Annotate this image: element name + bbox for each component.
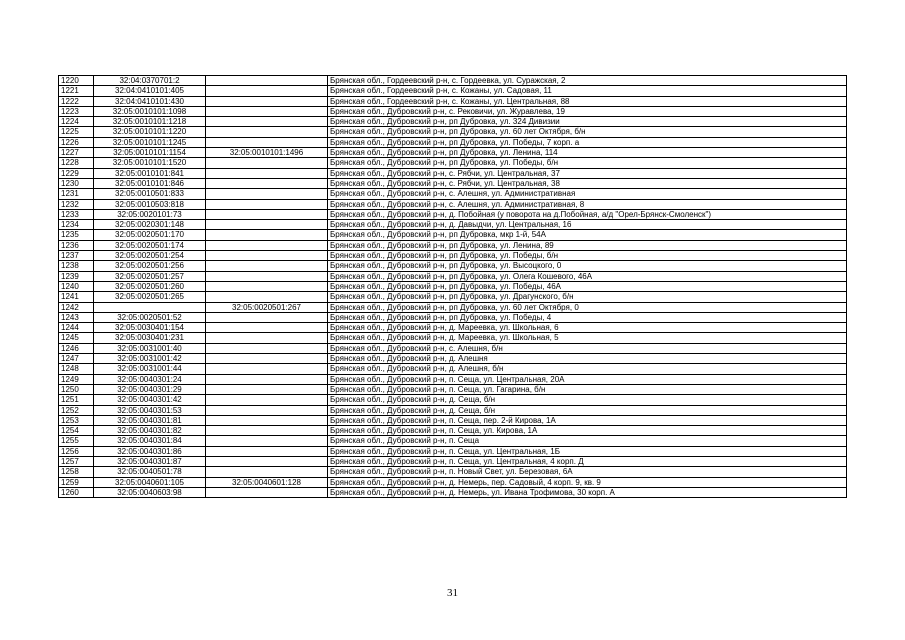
row-number-cell: 1259: [59, 477, 94, 487]
row-number-cell: 1256: [59, 446, 94, 456]
related-cadastral-number-cell: [206, 446, 328, 456]
cadastral-number-cell: [94, 302, 206, 312]
cadastral-number-cell: 32:05:0020501:170: [94, 230, 206, 240]
table-row: [59, 302, 847, 312]
address-cell: Брянская обл., Дубровский р-н, с. Алешня, ул. Административная: [328, 189, 847, 199]
related-cadastral-number-cell: [206, 106, 328, 116]
table-row: [59, 467, 847, 477]
related-cadastral-number-cell: [206, 240, 328, 250]
address-cell: Брянская обл., Дубровский р-н, с. Рековичи, ул. Журавлева, 19: [328, 106, 847, 116]
cadastral-number-cell: 32:05:0010101:1154: [94, 148, 206, 158]
cadastral-number-cell: 32:05:0040603:98: [94, 487, 206, 497]
address-cell: Брянская обл., Дубровский р-н, п. Сеща, ул. Кирова, 1А: [328, 426, 847, 436]
related-cadastral-number-cell: [206, 395, 328, 405]
row-number-cell: 1233: [59, 209, 94, 219]
row-number-cell: 1257: [59, 456, 94, 466]
table-row: [59, 137, 847, 147]
table-row: [59, 292, 847, 302]
row-number-cell: 1255: [59, 436, 94, 446]
table-row: [59, 240, 847, 250]
address-cell: Брянская обл., Дубровский р-н, п. Сеща, ул. Гагарина, б/н: [328, 384, 847, 394]
row-number-cell: 1231: [59, 189, 94, 199]
row-number-cell: 1241: [59, 292, 94, 302]
cadastral-number-cell: 32:05:0010101:841: [94, 168, 206, 178]
table-row: [59, 199, 847, 209]
table-row: [59, 86, 847, 96]
table-row: [59, 446, 847, 456]
address-cell: Брянская обл., Дубровский р-н, рп Дубровка, мкр 1-й, 54А: [328, 230, 847, 240]
row-number-cell: 1228: [59, 158, 94, 168]
table-row: [59, 354, 847, 364]
address-cell: Брянская обл., Дубровский р-н, рп Дубровка, ул. Высоцкого, 0: [328, 261, 847, 271]
row-number-cell: 1250: [59, 384, 94, 394]
table-row: [59, 405, 847, 415]
related-cadastral-number-cell: [206, 117, 328, 127]
cadastral-number-cell: 32:05:0040301:53: [94, 405, 206, 415]
address-cell: Брянская обл., Дубровский р-н, п. Сеща, ул. Центральная, 1Б: [328, 446, 847, 456]
row-number-cell: 1224: [59, 117, 94, 127]
row-number-cell: 1229: [59, 168, 94, 178]
row-number-cell: 1220: [59, 76, 94, 86]
cadastral-number-cell: 32:05:0040301:42: [94, 395, 206, 405]
cadastral-number-cell: 32:05:0020501:265: [94, 292, 206, 302]
address-cell: Брянская обл., Дубровский р-н, д. Сеща, б/н: [328, 395, 847, 405]
cadastral-number-cell: 32:05:0031001:40: [94, 343, 206, 353]
cadastral-number-cell: 32:05:0040601:105: [94, 477, 206, 487]
related-cadastral-number-cell: [206, 230, 328, 240]
table-row: [59, 261, 847, 271]
related-cadastral-number-cell: [206, 127, 328, 137]
table-row: [59, 158, 847, 168]
table-row: [59, 96, 847, 106]
address-cell: Брянская обл., Дубровский р-н, рп Дубровка, ул. Победы, 4: [328, 312, 847, 322]
row-number-cell: 1253: [59, 415, 94, 425]
row-number-cell: 1254: [59, 426, 94, 436]
related-cadastral-number-cell: [206, 251, 328, 261]
related-cadastral-number-cell: [206, 384, 328, 394]
row-number-cell: 1252: [59, 405, 94, 415]
address-cell: Брянская обл., Дубровский р-н, п. Сеща, пер. 2-й Кирова, 1А: [328, 415, 847, 425]
row-number-cell: 1260: [59, 487, 94, 497]
registry-table-body: [59, 76, 847, 498]
related-cadastral-number-cell: [206, 354, 328, 364]
related-cadastral-number-cell: [206, 271, 328, 281]
row-number-cell: 1251: [59, 395, 94, 405]
cadastral-number-cell: 32:05:0020101:73: [94, 209, 206, 219]
address-cell: Брянская обл., Дубровский р-н, п. Новый Свет, ул. Березовая, 6А: [328, 467, 847, 477]
cadastral-number-cell: 32:05:0031001:42: [94, 354, 206, 364]
related-cadastral-number-cell: 32:05:0020501:267: [206, 302, 328, 312]
page-number: 31: [447, 587, 458, 599]
row-number-cell: 1226: [59, 137, 94, 147]
cadastral-number-cell: 32:05:0020501:260: [94, 281, 206, 291]
row-number-cell: 1230: [59, 178, 94, 188]
row-number-cell: 1247: [59, 354, 94, 364]
row-number-cell: 1244: [59, 323, 94, 333]
related-cadastral-number-cell: [206, 199, 328, 209]
cadastral-number-cell: 32:05:0010101:1218: [94, 117, 206, 127]
related-cadastral-number-cell: [206, 415, 328, 425]
cadastral-number-cell: 32:05:0010101:1220: [94, 127, 206, 137]
cadastral-number-cell: 32:05:0040301:82: [94, 426, 206, 436]
address-cell: Брянская обл., Дубровский р-н, с. Алешня, б/н: [328, 343, 847, 353]
cadastral-number-cell: 32:05:0010503:818: [94, 199, 206, 209]
registry-table: [58, 75, 847, 498]
cadastral-number-cell: 32:05:0020501:256: [94, 261, 206, 271]
related-cadastral-number-cell: 32:05:0040601:128: [206, 477, 328, 487]
table-row: [59, 395, 847, 405]
related-cadastral-number-cell: [206, 96, 328, 106]
cadastral-number-cell: 32:05:0020501:174: [94, 240, 206, 250]
related-cadastral-number-cell: [206, 220, 328, 230]
related-cadastral-number-cell: 32:05:0010101:1496: [206, 148, 328, 158]
table-row: [59, 148, 847, 158]
related-cadastral-number-cell: [206, 292, 328, 302]
address-cell: Брянская обл., Дубровский р-н, д. Алешня, б/н: [328, 364, 847, 374]
table-row: [59, 209, 847, 219]
row-number-cell: 1232: [59, 199, 94, 209]
row-number-cell: 1246: [59, 343, 94, 353]
row-number-cell: 1236: [59, 240, 94, 250]
address-cell: Брянская обл., Дубровский р-н, рп Дубровка, ул. 60 лет Октября, б/н: [328, 127, 847, 137]
cadastral-number-cell: 32:05:0020501:52: [94, 312, 206, 322]
related-cadastral-number-cell: [206, 261, 328, 271]
address-cell: Брянская обл., Дубровский р-н, д. Сеща, б/н: [328, 405, 847, 415]
table-row: [59, 477, 847, 487]
related-cadastral-number-cell: [206, 426, 328, 436]
address-cell: Брянская обл., Дубровский р-н, рп Дубровка, ул. Драгунского, б/н: [328, 292, 847, 302]
address-cell: Брянская обл., Гордеевский р-н, с. Кожаны, ул. Центральная, 88: [328, 96, 847, 106]
table-row: [59, 323, 847, 333]
related-cadastral-number-cell: [206, 178, 328, 188]
row-number-cell: 1240: [59, 281, 94, 291]
related-cadastral-number-cell: [206, 374, 328, 384]
related-cadastral-number-cell: [206, 189, 328, 199]
related-cadastral-number-cell: [206, 281, 328, 291]
cadastral-number-cell: 32:05:0040301:29: [94, 384, 206, 394]
cadastral-number-cell: 32:05:0010101:846: [94, 178, 206, 188]
address-cell: Брянская обл., Дубровский р-н, рп Дубровка, ул. Победы, 7 корп. а: [328, 137, 847, 147]
related-cadastral-number-cell: [206, 209, 328, 219]
row-number-cell: 1225: [59, 127, 94, 137]
address-cell: Брянская обл., Дубровский р-н, д. Немерь, пер. Садовый, 4 корп. 9, кв. 9: [328, 477, 847, 487]
table-row: [59, 220, 847, 230]
table-row: [59, 415, 847, 425]
row-number-cell: 1223: [59, 106, 94, 116]
address-cell: Брянская обл., Дубровский р-н, рп Дубровка, ул. Ленина, 114: [328, 148, 847, 158]
table-row: [59, 230, 847, 240]
row-number-cell: 1248: [59, 364, 94, 374]
row-number-cell: 1245: [59, 333, 94, 343]
address-cell: Брянская обл., Дубровский р-н, п. Сеща: [328, 436, 847, 446]
cadastral-number-cell: 32:05:0040301:87: [94, 456, 206, 466]
row-number-cell: 1234: [59, 220, 94, 230]
table-row: [59, 117, 847, 127]
related-cadastral-number-cell: [206, 86, 328, 96]
row-number-cell: 1221: [59, 86, 94, 96]
related-cadastral-number-cell: [206, 76, 328, 86]
related-cadastral-number-cell: [206, 137, 328, 147]
table-row: [59, 426, 847, 436]
table-row: [59, 436, 847, 446]
table-row: [59, 364, 847, 374]
related-cadastral-number-cell: [206, 323, 328, 333]
row-number-cell: 1235: [59, 230, 94, 240]
address-cell: Брянская обл., Гордеевский р-н, с. Гордеевка, ул. Суражская, 2: [328, 76, 847, 86]
related-cadastral-number-cell: [206, 456, 328, 466]
cadastral-number-cell: 32:05:0040301:81: [94, 415, 206, 425]
address-cell: Брянская обл., Дубровский р-н, д. Алешня: [328, 354, 847, 364]
address-cell: Брянская обл., Дубровский р-н, рп Дубровка, ул. Победы, б/н: [328, 158, 847, 168]
row-number-cell: 1222: [59, 96, 94, 106]
table-row: [59, 168, 847, 178]
cadastral-number-cell: 32:05:0040501:78: [94, 467, 206, 477]
related-cadastral-number-cell: [206, 158, 328, 168]
cadastral-number-cell: 32:05:0020301:148: [94, 220, 206, 230]
cadastral-number-cell: 32:05:0010501:833: [94, 189, 206, 199]
table-row: [59, 374, 847, 384]
cadastral-number-cell: 32:05:0040301:84: [94, 436, 206, 446]
related-cadastral-number-cell: [206, 343, 328, 353]
table-row: [59, 271, 847, 281]
row-number-cell: 1227: [59, 148, 94, 158]
related-cadastral-number-cell: [206, 467, 328, 477]
table-row: [59, 384, 847, 394]
cadastral-number-cell: 32:05:0010101:1520: [94, 158, 206, 168]
address-cell: Брянская обл., Дубровский р-н, д. Мареевка, ул. Школьная, 5: [328, 333, 847, 343]
address-cell: Брянская обл., Дубровский р-н, д. Давыдчи, ул. Центральная, 16: [328, 220, 847, 230]
row-number-cell: 1238: [59, 261, 94, 271]
row-number-cell: 1243: [59, 312, 94, 322]
cadastral-number-cell: 32:05:0020501:257: [94, 271, 206, 281]
cadastral-number-cell: 32:05:0040301:86: [94, 446, 206, 456]
related-cadastral-number-cell: [206, 168, 328, 178]
cadastral-number-cell: 32:05:0020501:254: [94, 251, 206, 261]
table-row: [59, 343, 847, 353]
cadastral-number-cell: 32:05:0030401:154: [94, 323, 206, 333]
table-row: [59, 456, 847, 466]
cadastral-number-cell: 32:05:0031001:44: [94, 364, 206, 374]
cadastral-number-cell: 32:05:0010101:1245: [94, 137, 206, 147]
row-number-cell: 1237: [59, 251, 94, 261]
address-cell: Брянская обл., Дубровский р-н, с. Алешня, ул. Административная, 8: [328, 199, 847, 209]
address-cell: Брянская обл., Дубровский р-н, с. Рябчи, ул. Центральная, 38: [328, 178, 847, 188]
address-cell: Брянская обл., Дубровский р-н, рп Дубровка, ул. 324 Дивизии: [328, 117, 847, 127]
table-row: [59, 281, 847, 291]
table-row: [59, 189, 847, 199]
cadastral-number-cell: 32:05:0030401:231: [94, 333, 206, 343]
table-row: [59, 251, 847, 261]
address-cell: Брянская обл., Дубровский р-н, д. Немерь, ул. Ивана Трофимова, 30 корп. А: [328, 487, 847, 497]
cadastral-number-cell: 32:04:0410101:405: [94, 86, 206, 96]
table-row: [59, 333, 847, 343]
cadastral-number-cell: 32:04:0410101:430: [94, 96, 206, 106]
address-cell: Брянская обл., Дубровский р-н, п. Сеща, ул. Центральная, 20А: [328, 374, 847, 384]
address-cell: Брянская обл., Дубровский р-н, рп Дубровка, ул. Ленина, 89: [328, 240, 847, 250]
address-cell: Брянская обл., Дубровский р-н, д. Мареевка, ул. Школьная, 6: [328, 323, 847, 333]
address-cell: Брянская обл., Дубровский р-н, рп Дубровка, ул. 60 лет Октября, 0: [328, 302, 847, 312]
address-cell: Брянская обл., Дубровский р-н, рп Дубровка, ул. Победы, б/н: [328, 251, 847, 261]
table-row: [59, 76, 847, 86]
related-cadastral-number-cell: [206, 436, 328, 446]
related-cadastral-number-cell: [206, 333, 328, 343]
row-number-cell: 1258: [59, 467, 94, 477]
address-cell: Брянская обл., Гордеевский р-н, с. Кожаны, ул. Садовая, 11: [328, 86, 847, 96]
address-cell: Брянская обл., Дубровский р-н, с. Рябчи, ул. Центральная, 37: [328, 168, 847, 178]
cadastral-number-cell: 32:05:0010101:1098: [94, 106, 206, 116]
table-row: [59, 487, 847, 497]
row-number-cell: 1242: [59, 302, 94, 312]
row-number-cell: 1239: [59, 271, 94, 281]
table-row: [59, 178, 847, 188]
table-row: [59, 312, 847, 322]
address-cell: Брянская обл., Дубровский р-н, рп Дубровка, ул. Победы, 46А: [328, 281, 847, 291]
related-cadastral-number-cell: [206, 364, 328, 374]
related-cadastral-number-cell: [206, 487, 328, 497]
table-row: [59, 127, 847, 137]
address-cell: Брянская обл., Дубровский р-н, п. Сеща, ул. Центральная, 4 корп. Д: [328, 456, 847, 466]
cadastral-number-cell: 32:05:0040301:24: [94, 374, 206, 384]
address-cell: Брянская обл., Дубровский р-н, рп Дубровка, ул. Олега Кошевого, 46А: [328, 271, 847, 281]
related-cadastral-number-cell: [206, 405, 328, 415]
address-cell: Брянская обл., Дубровский р-н, д. Побойная (у поворота на д.Побойная, а/д "Орел-Брянск-Смоленск"): [328, 209, 847, 219]
row-number-cell: 1249: [59, 374, 94, 384]
related-cadastral-number-cell: [206, 312, 328, 322]
table-row: [59, 106, 847, 116]
cadastral-number-cell: 32:04:0370701:2: [94, 76, 206, 86]
